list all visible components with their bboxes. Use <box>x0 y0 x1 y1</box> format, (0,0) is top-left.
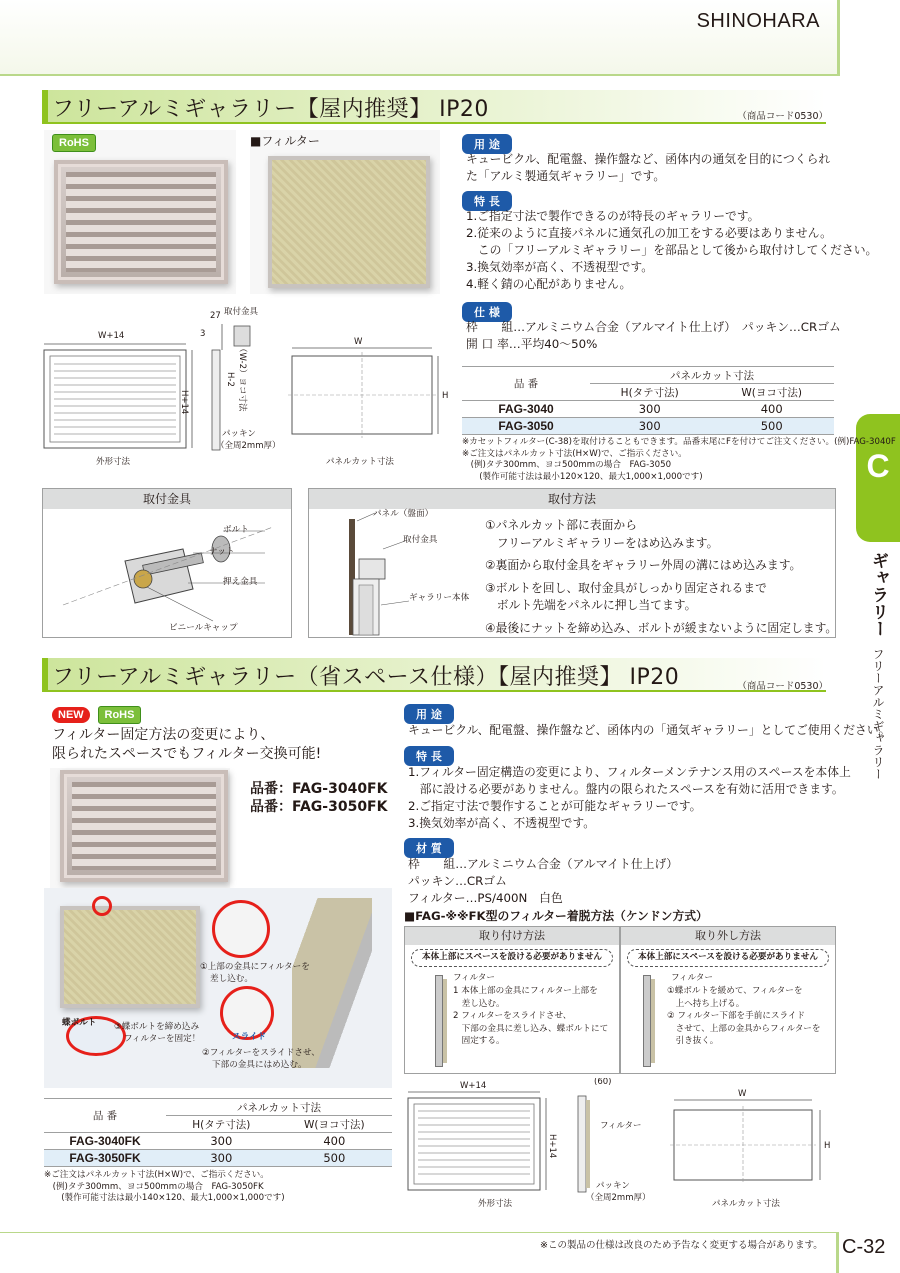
detach-steps: ①蝶ボルトを緩めて、フィルターを 上へ持ち上げる。 ② フィルター下部を手前にスライド させて、上部の金具からフィルターを 引き抜く。 <box>667 986 821 1046</box>
col-w: W(ヨコ寸法) <box>709 384 834 401</box>
label-panel: パネル（盤面） <box>373 509 434 519</box>
cut2-caption: パネルカット寸法 <box>712 1199 780 1209</box>
features-label: 特 長 <box>462 191 512 211</box>
material-label: 材 質 <box>404 838 454 858</box>
detach-filter-label: フィルター <box>671 973 713 983</box>
usage2-text: キュービクル、配電盤、操作盤など、函体内の「通気ギャラリー」としてご使用ください。 <box>408 723 891 737</box>
dim2-w14: W+14 <box>460 1081 487 1091</box>
features-text: 1.ご指定寸法で製作できるのが特長のギャラリーです。 2.従来のように直接パネルに通気孔の加工をする必要はありません。 この「フリーアルミギャラリー」を部品として後から取付けしてください。 3.換気効率が高く、不透視型です。 4.軽く錆の心配がありません。 <box>466 209 878 291</box>
section1-table <box>462 366 834 435</box>
fk-steps-photo <box>44 888 392 1088</box>
attach-steps: 1 本体上部の金具にフィルター上部を 差し込む。 2 フィルターをスライドさせ、 下部の金具に差し込み、蝶ボルトにて 固定する。 <box>453 986 609 1046</box>
material-text: 枠 組…アルミニウム合金（アルマイト仕上げ） パッキン…CRゴム フィルター…PS/400N 白色 <box>408 857 679 905</box>
dim-w: W <box>354 337 363 347</box>
method-box <box>308 488 836 638</box>
label-presser: 押え金具 <box>223 577 258 587</box>
section1-code-note: （商品コード0530） <box>737 111 828 122</box>
usage2-label: 用 途 <box>404 704 454 724</box>
section2-code-note: （商品コード0530） <box>737 681 828 692</box>
section2-table-notes: ※ご注文はパネルカット寸法(H×W)で、ご指示ください。 (例)タテ300mm、ヨコ500mmの場合 FAG-3050FK (製作可能寸法は最小140×120、最大1,000×1,000です) <box>44 1170 285 1203</box>
attach-notice: 本体上部にスペースを設ける必要がありません <box>411 949 613 967</box>
outer-caption: 外形寸法 <box>96 457 131 467</box>
dim2-h: H <box>824 1141 831 1151</box>
col-name: 品 番 <box>462 367 590 401</box>
dim-h14: H+14 <box>179 390 189 415</box>
method-steps: ①パネルカット部に表面から フリーアルミギャラリーをはめ込みます。 ②裏面から取付金具をギャラリー外周の溝にはめ込みます。 ③ボルトを回し、取付金具がしっかり固定されるまで ボルト先端をパネルに押し当てます。 ④最後にナットを締め込み、ボルトが緩まないように固定します。 <box>485 518 838 635</box>
dim-packing-thk: （全周2mm厚） <box>216 441 281 451</box>
dim2-h14: H+14 <box>547 1134 557 1159</box>
dim2-packing-thk: （全周2mm厚） <box>586 1193 651 1203</box>
dim2-filter: フィルター <box>600 1121 642 1131</box>
new-badge: NEW <box>52 707 90 723</box>
col-h: H(タテ寸法) <box>590 384 709 401</box>
section2-table <box>44 1098 392 1167</box>
label-butterfly-bolt: 蝶ボルト <box>62 1018 97 1028</box>
rohs-badge-2: RoHS <box>98 706 142 724</box>
product-photo <box>44 130 236 294</box>
table-row: FAG-3050FK 300 500 <box>44 1150 392 1167</box>
label-step3: ③蝶ボルトを締め込み フィルターを固定！ <box>114 1022 201 1044</box>
col2-name: 品 番 <box>44 1099 166 1133</box>
label-body: ギャラリー本体 <box>409 593 470 603</box>
dim2-packing: パッキン <box>596 1181 630 1191</box>
category-name: ギャラリー <box>868 552 888 637</box>
label-step1: ①上部の金具にフィルターを 差し込む。 <box>200 962 310 984</box>
fk-models: 品番：FAG-3040FK 品番：FAG-3050FK <box>250 781 388 815</box>
dim-w14: W+14 <box>98 331 125 341</box>
features2-text: 1.フィルター固定構造の変更により、フィルターメンテナンス用のスペースを本体上 部に設ける必要がありません。盤内の限られたスペースを有効に活用できます。 2.ご指定寸法で製作することが可能なギャラリーです。 3.換気効率が高く、不透視型です。 <box>408 765 851 830</box>
table-row: FAG-3040FK 300 400 <box>44 1133 392 1150</box>
section2-title: フリーアルミギャラリー（省スペース仕様）【屋内推奨】 IP20 <box>52 665 680 690</box>
label-slide: スライド <box>232 1032 267 1042</box>
col2-group: パネルカット寸法 <box>166 1099 392 1116</box>
spec-text: 枠 組…アルミニウム合金（アルマイト仕上げ） パッキン…CRゴム 開 口 率…平均40～50% <box>466 320 841 351</box>
dim-w2: （W-2）ヨコ寸法 <box>237 344 247 412</box>
outer2-caption: 外形寸法 <box>478 1199 513 1209</box>
label-cap: ビニールキャップ <box>169 623 238 633</box>
dim-3: 3 <box>200 329 206 339</box>
rohs-badge: RoHS <box>52 134 96 152</box>
mount-box-title: 取付金具 <box>43 489 291 509</box>
label-nut: ナット <box>209 547 235 557</box>
features2-label: 特 長 <box>404 746 454 766</box>
detach-box <box>620 926 836 1074</box>
col2-w: W(ヨコ寸法) <box>277 1116 392 1133</box>
brand-logo: SHINOHARA <box>696 10 820 32</box>
dim-h2: H-2 <box>225 372 235 387</box>
section2-dimension-drawing <box>400 1078 840 1214</box>
footer-rule <box>0 1232 840 1233</box>
col2-h: H(タテ寸法) <box>166 1116 277 1133</box>
dim-mount: 取付金具 <box>224 307 259 317</box>
dim-60: (60) <box>594 1078 612 1087</box>
dim-27: 27 <box>210 311 221 321</box>
subcategory-name: フリーアルミギャラリー <box>871 648 885 780</box>
usage-label: 用 途 <box>462 134 512 154</box>
filter-photo <box>250 130 440 294</box>
label-step2: ②フィルターをスライドさせ、 下部の金具にはめ込む。 <box>202 1048 320 1070</box>
attach-filter-label: フィルター <box>453 973 495 983</box>
method2-title: ■FAG-※※FK型のフィルター着脱方法（ケンドン方式） <box>404 909 708 923</box>
col-group: パネルカット寸法 <box>590 367 834 384</box>
dim-h: H <box>442 391 449 401</box>
spec-label: 仕 様 <box>462 302 512 322</box>
detach-notice: 本体上部にスペースを設ける必要がありません <box>627 949 829 967</box>
section2-headline: フィルター固定方法の変更により、 限られたスペースでもフィルター交換可能! <box>52 727 322 762</box>
dim2-w: W <box>738 1089 747 1099</box>
mount-box <box>42 488 292 638</box>
label-mount: 取付金具 <box>403 535 438 545</box>
section1-title: フリーアルミギャラリー【屋内推奨】 IP20 <box>52 97 489 122</box>
section1-dimension-drawing <box>36 304 456 472</box>
table-row: FAG-3040 300 400 <box>462 401 834 418</box>
usage-text: キュービクル、配電盤、操作盤など、函体内の通気を目的につくられ た「アルミ製通気ギャラリー」です。 <box>466 152 831 183</box>
footer-note: ※この製品の仕様は改良のため予告なく変更する場合があります。 <box>540 1240 823 1251</box>
table-row: FAG-3050 300 500 <box>462 418 834 435</box>
method-box-title: 取付方法 <box>309 489 835 509</box>
attach-title: 取り付け方法 <box>405 927 619 945</box>
label-bolt: ボルト <box>223 525 249 535</box>
filter-caption: ■フィルター <box>250 134 320 148</box>
page-number: C-32 <box>842 1236 886 1258</box>
detach-title: 取り外し方法 <box>621 927 835 945</box>
dim-packing: パッキン <box>222 429 256 439</box>
attach-box <box>404 926 620 1074</box>
fk-product-photo <box>50 768 230 888</box>
category-letter: C <box>866 448 890 484</box>
section1-table-notes: ※カセットフィルター(C-38)を取付けることもできます。品番末尾にFを付けてご注文ください。(例)FAG-3040F ※ご注文はパネルカット寸法(H×W)で、ご指示ください。 (例)タテ300mm、ヨコ500mmの場合 FAG-3050 (製作可能寸法は最小120×120、最大1,000×1,000です) <box>462 437 896 482</box>
cut-caption: パネルカット寸法 <box>326 457 394 467</box>
